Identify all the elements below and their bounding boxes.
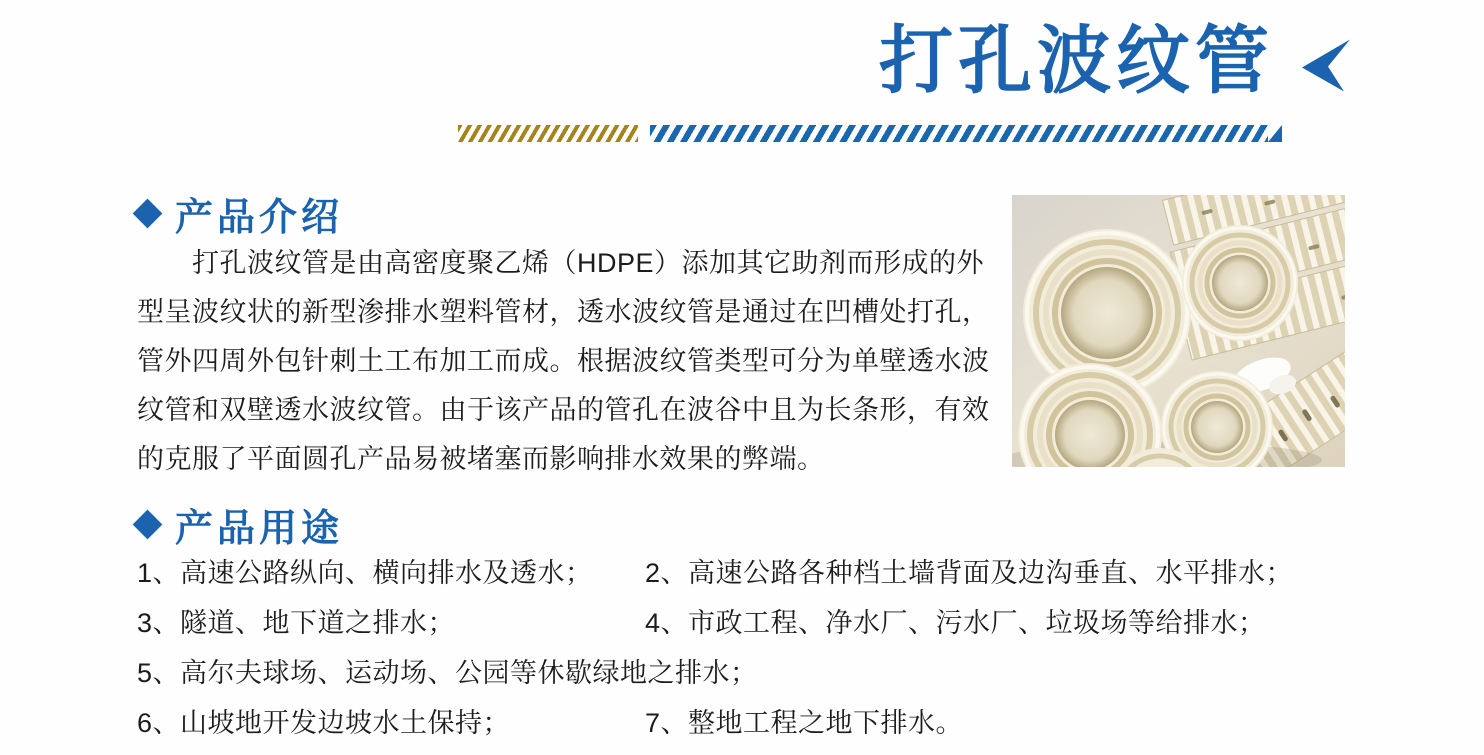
intro-line: 管外四周外包针刺土工布加工而成。根据波纹管类型可分为单壁透水波 xyxy=(137,346,990,376)
usage-item-3: 3、隧道、地下道之排水； xyxy=(137,608,456,638)
diamond-icon xyxy=(133,510,163,540)
intro-paragraph xyxy=(137,239,1007,484)
usage-heading-text: 产品用途 xyxy=(175,508,344,550)
usage-item-4: 4、市政工程、净水厂、污水厂、垃圾场等给排水； xyxy=(645,608,1266,638)
diamond-icon xyxy=(133,199,163,229)
intro-line: 的克服了平面圆孔产品易被堵塞而影响排水效果的弊端。 xyxy=(137,444,825,474)
intro-line: 纹管和双壁透水波纹管。由于该产品的管孔在波谷中且为长条形，有效 xyxy=(137,395,990,425)
usage-row xyxy=(137,598,1417,648)
usage-item-5: 5、高尔夫球场、运动场、公园等休歇绿地之排水； xyxy=(137,658,758,688)
usage-list xyxy=(137,548,1417,748)
usage-row xyxy=(137,648,1417,698)
usage-row xyxy=(137,548,1417,598)
divider-stripe-gold xyxy=(458,125,638,142)
intro-heading-text: 产品介绍 xyxy=(175,197,344,239)
usage-item-1: 1、高速公路纵向、横向排水及透水； xyxy=(137,558,593,588)
pipe-end xyxy=(1182,225,1298,341)
page-title: 打孔波纹管 xyxy=(879,18,1274,104)
corrugated-pipes-illustration xyxy=(1012,195,1345,467)
usage-item-6: 6、山坡地开发边坡水土保持； xyxy=(137,708,511,738)
usage-item-7: 7、整地工程之地下排水。 xyxy=(645,708,964,738)
usage-item-2: 2、高速公路各种档土墙背面及边沟垂直、水平排水； xyxy=(645,558,1294,588)
stripe-end-triangle xyxy=(1268,125,1282,142)
section-heading-intro xyxy=(137,186,343,241)
left-arrow-icon xyxy=(1302,39,1350,95)
product-photo xyxy=(1012,195,1345,467)
intro-line: 打孔波纹管是由高密度聚乙烯（HDPE）添加其它助剂而形成的外 xyxy=(192,248,985,278)
intro-line: 型呈波纹状的新型渗排水塑料管材，透水波纹管是通过在凹槽处打孔， xyxy=(137,297,990,327)
divider-stripe-blue xyxy=(650,125,1268,142)
section-heading-usage xyxy=(137,497,343,552)
usage-row xyxy=(137,698,1417,748)
page-header xyxy=(879,18,1350,104)
